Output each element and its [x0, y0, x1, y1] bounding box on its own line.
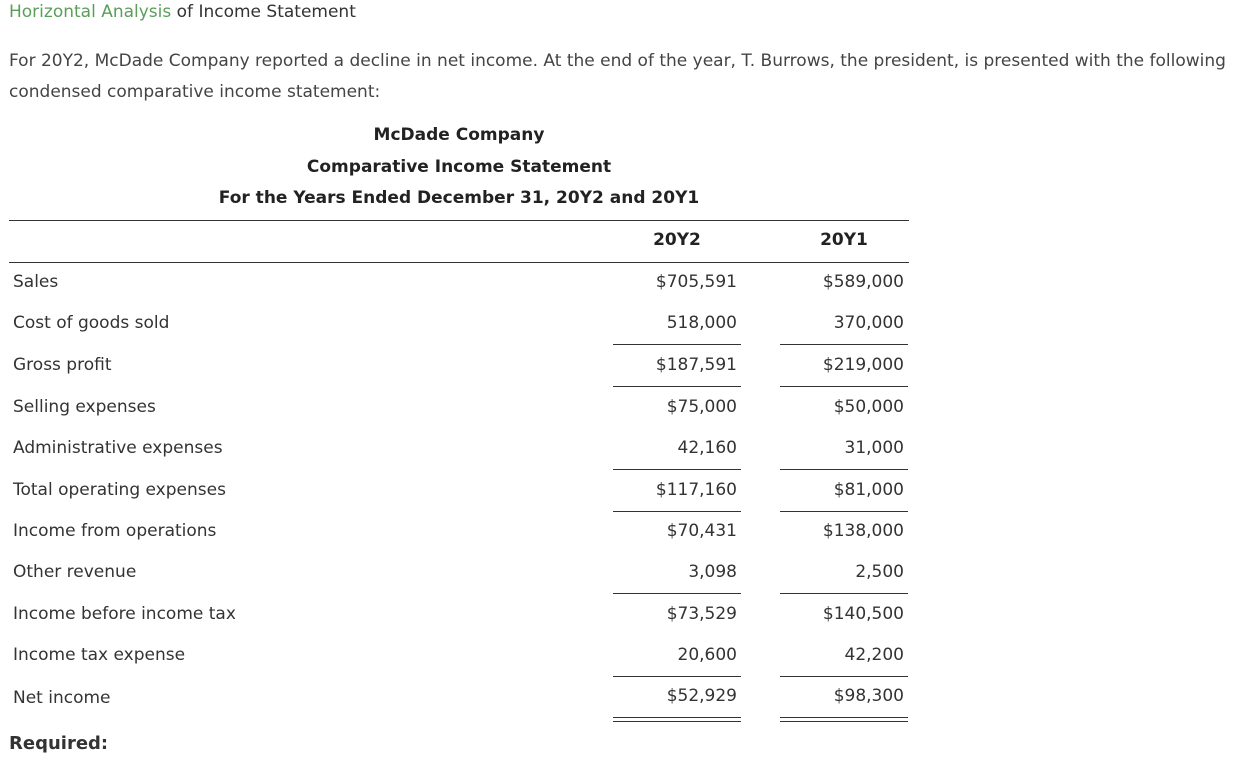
value-administrative-expenses-20y2: 42,160: [677, 438, 737, 458]
required-label: Required:: [9, 733, 109, 754]
value-gross-profit-20y1: $219,000: [822, 355, 904, 375]
value-net-income-20y2: $52,929: [666, 686, 737, 706]
value-income-from-operations-20y2: $70,431: [666, 521, 737, 541]
horizontal-analysis-link[interactable]: Horizontal Analysis: [9, 2, 172, 22]
row-label-income-before-tax: Income before income tax: [13, 604, 236, 624]
value-total-operating-expenses-20y2: $117,160: [655, 480, 737, 500]
row-label-gross-profit: Gross profit: [13, 355, 112, 375]
page-heading: [9, 0, 356, 24]
double-underline: [780, 717, 908, 722]
value-total-operating-expenses-20y1: $81,000: [833, 480, 904, 500]
row-label-selling-expenses: Selling expenses: [13, 397, 156, 417]
header-bottom-rule: [9, 262, 909, 263]
value-cogs-20y2: 518,000: [666, 313, 737, 333]
statement-title: Comparative Income Statement: [306, 157, 612, 177]
column-header-20y2: 20Y2: [653, 230, 701, 250]
value-selling-expenses-20y1: $50,000: [833, 397, 904, 417]
heading-title: of Income Statement: [171, 2, 356, 22]
table-top-rule: [9, 220, 909, 221]
row-label-total-operating-expenses: Total operating expenses: [13, 480, 226, 500]
value-gross-profit-20y2: $187,591: [655, 355, 737, 375]
underline: [613, 386, 741, 387]
intro-paragraph: For 20Y2, McDade Company reported a decline in net income. At the end of the year, T. Burrows, the president, is presented with the following condensed comparative income statement:: [9, 51, 1226, 102]
value-sales-20y2: $705,591: [655, 272, 737, 292]
column-header-20y1: 20Y1: [820, 230, 868, 250]
underline: [613, 469, 741, 470]
company-name: McDade Company: [373, 125, 545, 145]
value-net-income-20y1: $98,300: [833, 686, 904, 706]
row-label-income-tax-expense: Income tax expense: [13, 645, 186, 665]
underline: [613, 593, 741, 594]
row-label-cogs: Cost of goods sold: [13, 313, 170, 333]
underline: [613, 676, 741, 677]
row-label-other-revenue: Other revenue: [13, 562, 137, 582]
underline: [780, 344, 908, 345]
value-administrative-expenses-20y1: 31,000: [844, 438, 904, 458]
value-other-revenue-20y1: 2,500: [855, 562, 904, 582]
underline: [780, 386, 908, 387]
value-income-before-tax-20y2: $73,529: [666, 604, 737, 624]
double-underline: [613, 717, 741, 722]
value-income-before-tax-20y1: $140,500: [822, 604, 904, 624]
row-label-administrative-expenses: Administrative expenses: [13, 438, 223, 458]
underline: [613, 344, 741, 345]
underline: [780, 676, 908, 677]
statement-period: For the Years Ended December 31, 20Y2 and 20Y1: [218, 188, 700, 208]
value-income-tax-expense-20y2: 20,600: [677, 645, 737, 665]
value-income-from-operations-20y1: $138,000: [822, 521, 904, 541]
value-other-revenue-20y2: 3,098: [688, 562, 737, 582]
value-selling-expenses-20y2: $75,000: [666, 397, 737, 417]
value-cogs-20y1: 370,000: [833, 313, 904, 333]
underline: [780, 511, 908, 512]
row-label-income-from-operations: Income from operations: [13, 521, 217, 541]
underline: [780, 469, 908, 470]
value-income-tax-expense-20y1: 42,200: [844, 645, 904, 665]
row-label-sales: Sales: [13, 272, 59, 292]
row-label-net-income: Net income: [13, 688, 111, 708]
underline: [613, 511, 741, 512]
value-sales-20y1: $589,000: [822, 272, 904, 292]
underline: [780, 593, 908, 594]
